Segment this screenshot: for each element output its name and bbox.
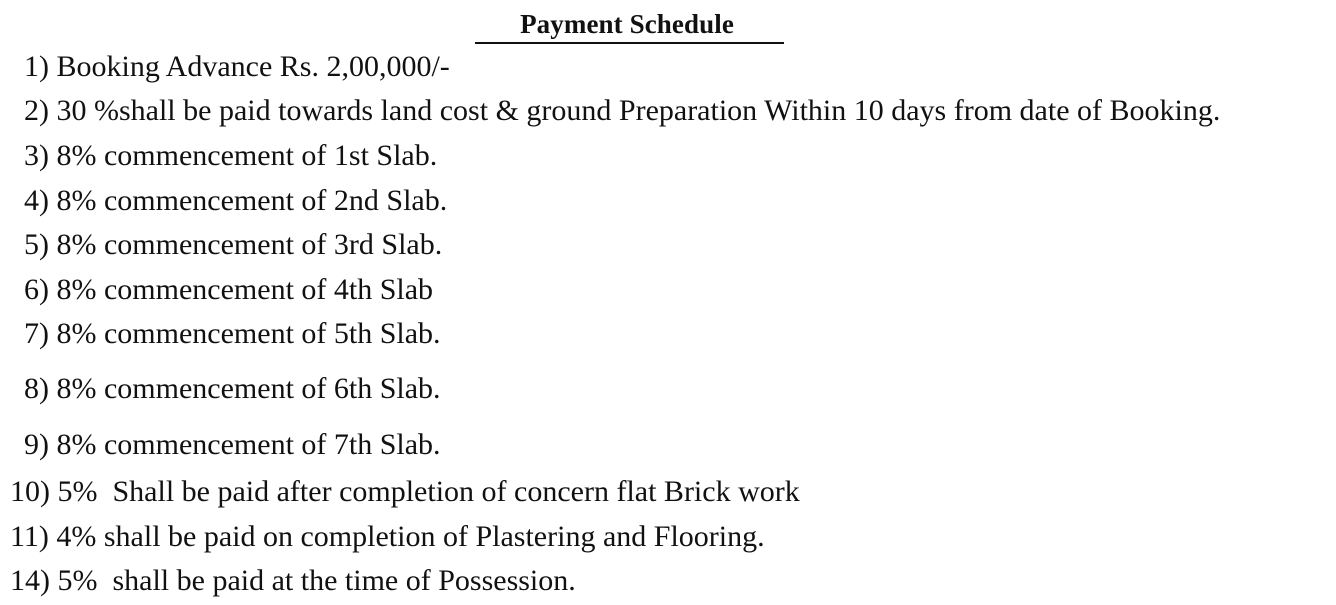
schedule-item-10: 10) 5% Shall be paid after completion of concern flat Brick work	[10, 475, 800, 508]
schedule-item-1: 1) Booking Advance Rs. 2,00,000/-	[24, 50, 450, 83]
schedule-item-11: 11) 4% shall be paid on completion of Plastering and Flooring.	[10, 520, 765, 553]
schedule-item-5: 5) 8% commencement of 3rd Slab.	[24, 228, 443, 261]
page-title: Payment Schedule	[520, 9, 734, 39]
schedule-item-6: 6) 8% commencement of 4th Slab	[24, 273, 434, 306]
title-underline	[475, 42, 784, 44]
schedule-item-2: 2) 30 %shall be paid towards land cost & ground Preparation Within 10 days from date of Booking.	[24, 94, 1221, 127]
schedule-item-7: 7) 8% commencement of 5th Slab.	[24, 317, 441, 350]
schedule-item-14: 14) 5% shall be paid at the time of Possession.	[10, 564, 576, 597]
schedule-item-4: 4) 8% commencement of 2nd Slab.	[24, 184, 448, 217]
schedule-item-9: 9) 8% commencement of 7th Slab.	[24, 428, 441, 461]
schedule-item-8: 8) 8% commencement of 6th Slab.	[24, 372, 441, 405]
schedule-item-3: 3) 8% commencement of 1st Slab.	[24, 139, 438, 172]
